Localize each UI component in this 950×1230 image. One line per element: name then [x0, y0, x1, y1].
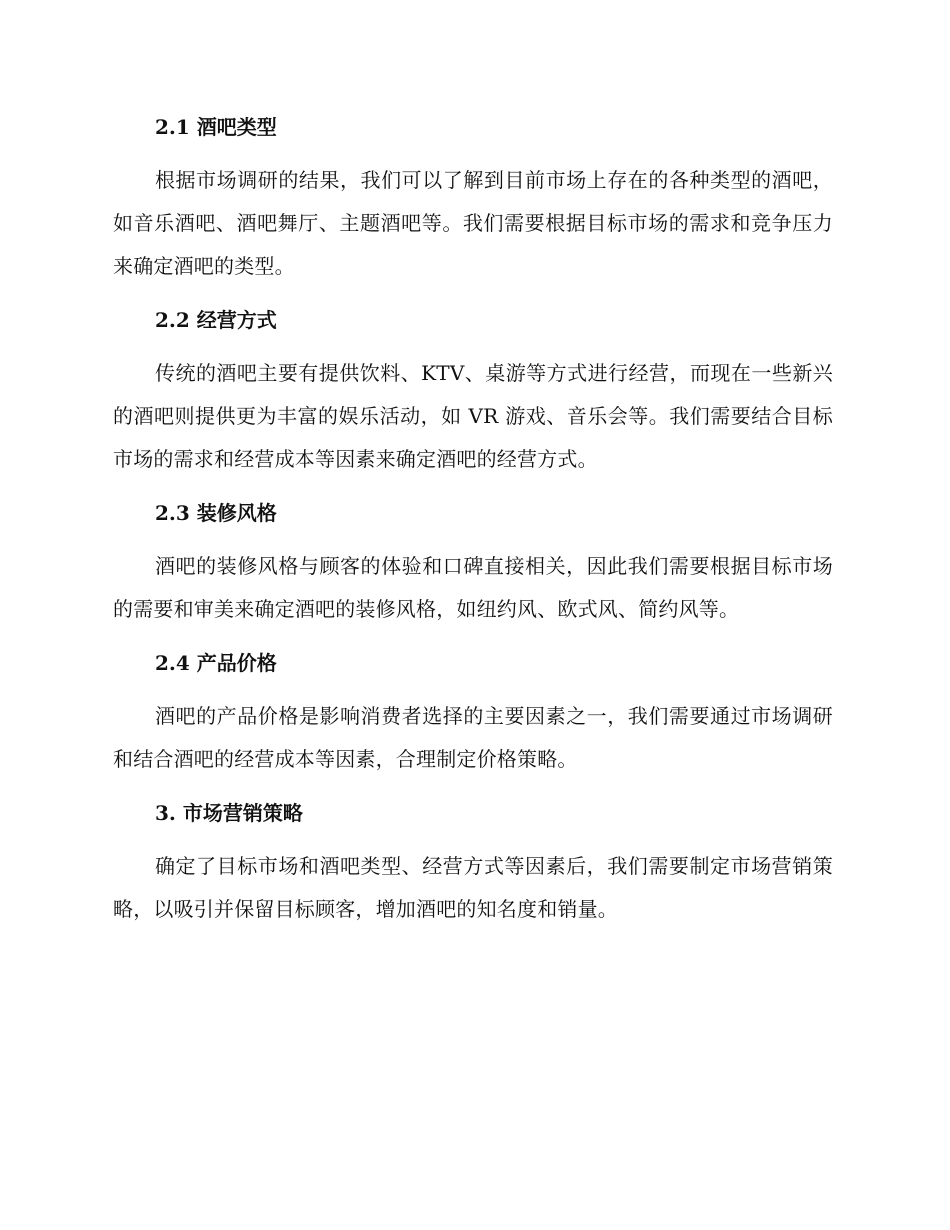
section-paragraph: 酒吧的装修风格与顾客的体验和口碑直接相关，因此我们需要根据目标市场的需要和审美来确定酒吧的装修风格，如纽约风、欧式风、简约风等。	[113, 554, 833, 621]
section-paragraph: 根据市场调研的结果，我们可以了解到目前市场上存在的各种类型的酒吧，如音乐酒吧、酒吧舞厅、主题酒吧等。我们需要根据目标市场的需求和竞争压力来确定酒吧的类型。	[113, 168, 833, 278]
section-heading: 2.2 经营方式	[155, 308, 277, 332]
section-heading: 2.3 装修风格	[155, 501, 277, 525]
document-page	[113, 108, 833, 944]
section-bar-types	[113, 108, 833, 288]
section-paragraph: 确定了目标市场和酒吧类型、经营方式等因素后，我们需要制定市场营销策略，以吸引并保留目标顾客，增加酒吧的知名度和销量。	[113, 854, 833, 921]
section-heading: 2.1 酒吧类型	[155, 115, 277, 139]
section-decoration-style	[113, 494, 833, 631]
section-marketing-strategy	[113, 794, 833, 931]
section-paragraph: 传统的酒吧主要有提供饮料、KTV、桌游等方式进行经营，而现在一些新兴的酒吧则提供更为丰富的娱乐活动，如 VR 游戏、音乐会等。我们需要结合目标市场的需求和经营成本等因素来确定酒吧的经营方式。	[113, 361, 833, 471]
section-paragraph: 酒吧的产品价格是影响消费者选择的主要因素之一，我们需要通过市场调研和结合酒吧的经营成本等因素，合理制定价格策略。	[113, 704, 833, 771]
section-operation-mode	[113, 301, 833, 481]
section-heading: 3. 市场营销策略	[155, 801, 303, 825]
section-product-price	[113, 644, 833, 781]
section-heading: 2.4 产品价格	[155, 651, 277, 675]
